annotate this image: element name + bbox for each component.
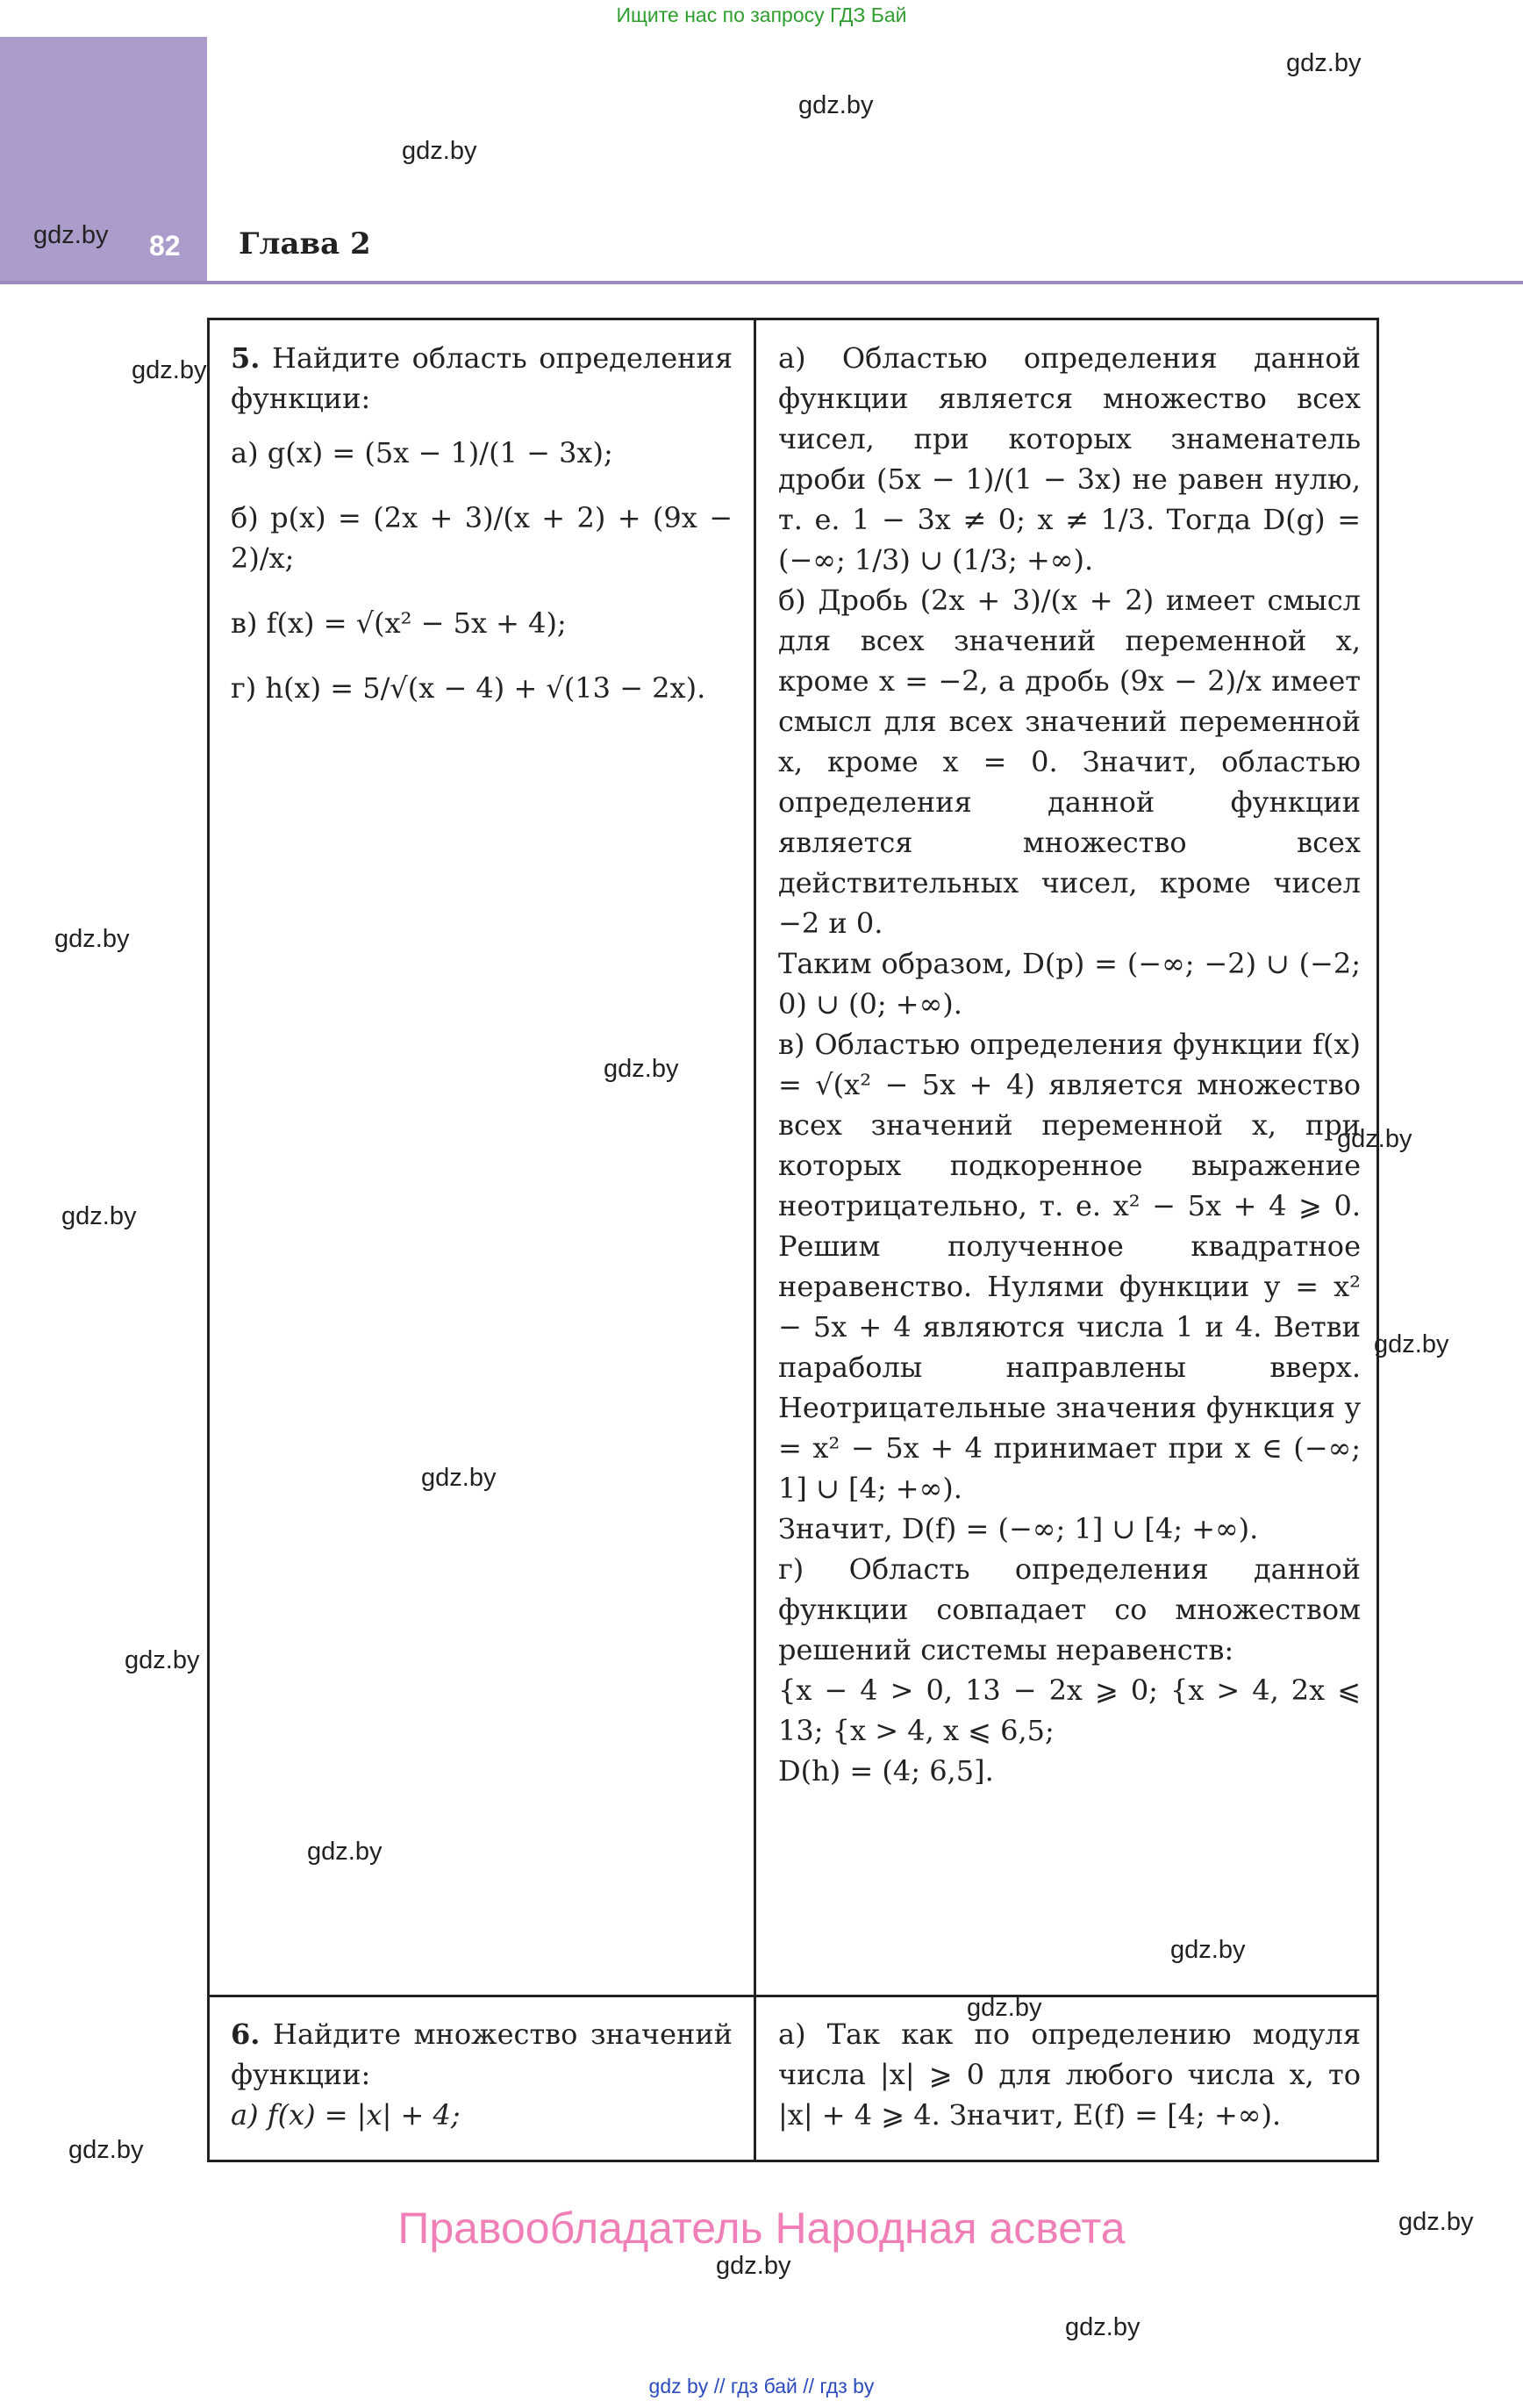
watermark: gdz.by [716, 2252, 791, 2280]
task5-answer [778, 338, 1361, 1791]
footer-links[interactable]: gdz by // гдз бай // гдз by [648, 2375, 875, 2397]
watermark: gdz.by [1374, 1330, 1449, 1358]
answer-part-c-result: Значит, D(f) = (−∞; 1] ∪ [4; +∞). [778, 1512, 1259, 1545]
page-number: 82 [149, 230, 181, 262]
task5-item-d: г) h(x) = 5/√(x − 4) + √(13 − 2x). [231, 671, 706, 705]
watermark: gdz.by [1065, 2313, 1140, 2341]
watermark: gdz.by [68, 2136, 144, 2164]
task5-item-c: в) f(x) = √(x² − 5x + 4); [231, 606, 567, 640]
watermark: gdz.by [798, 91, 874, 119]
column-divider [754, 320, 756, 2160]
answer-part-c: в) Областью определения функции f(x) = √(x² − 5x + 4) является множество всех значений переменной x, при которых подкоренное выражение неотрицательно, т. е. x² − 5x + 4 ⩾ 0. Решим полученное квадратное неравенство. Нулями функции y = x² − 5x + 4 являются числа 1 и 4. Ветви параболы направлены вверх. Неотрицательные значения функция y = x² − 5x + 4 принимает при x ∈ (−∞; 1] ∪ [4; +∞). [778, 1028, 1361, 1505]
watermark: gdz.by [307, 1838, 383, 1866]
task6-number: 6. [231, 2017, 261, 2051]
top-banner[interactable]: Ищите нас по запросу ГДЗ Бай [616, 4, 907, 26]
watermark: gdz.by [125, 1646, 200, 1674]
watermark: gdz.by [1337, 1125, 1412, 1153]
task5-question [231, 338, 733, 733]
header-rule [0, 281, 1523, 284]
watermark: gdz.by [1398, 2208, 1474, 2236]
answer-part-a: а) Областью определения данной функции является множество всех чисел, при которых знаменатель дроби (5x − 1)/(1 − 3x) не равен нулю, т. е. 1 − 3x ≠ 0; x ≠ 1/3. Тогда D(g) = (−∞; 1/3) ∪ (1/3; +∞). [778, 341, 1361, 577]
watermark: gdz.by [1286, 49, 1362, 77]
task5-item-b: б) p(x) = (2x + 3)/(x + 2) + (9x − 2)/x; [231, 501, 733, 575]
watermark: gdz.by [33, 221, 109, 249]
task5-item-a: а) g(x) = (5x − 1)/(1 − 3x); [231, 436, 613, 469]
watermark: gdz.by [421, 1464, 497, 1492]
solution-table [207, 318, 1379, 2162]
task6-item-a: а) f(x) = |x| + 4; [231, 2098, 461, 2132]
chapter-title: Глава 2 [239, 226, 371, 262]
task6-answer [778, 2014, 1361, 2135]
answer-part-d: г) Область определения данной функции совпадает со множеством решений системы неравенств: [778, 1552, 1361, 1666]
task6-answer-text: а) Так как по определению модуля числа |x| ⩾ 0 для любого числа x, то |x| + 4 ⩾ 4. Значит, E(f) = [4; +∞). [778, 2017, 1361, 2132]
task5-prompt: Найдите область определения функции: [231, 341, 733, 415]
answer-part-d-system: {x − 4 > 0, 13 − 2x ⩾ 0; {x > 4, 2x ⩽ 13; {x > 4, x ⩽ 6,5; [778, 1673, 1361, 1747]
answer-part-b-result: Таким образом, D(p) = (−∞; −2) ∪ (−2; 0) ∪ (0; +∞). [778, 947, 1361, 1021]
watermark: gdz.by [61, 1202, 137, 1230]
row-divider [210, 1995, 1376, 1997]
watermark: gdz.by [604, 1055, 679, 1083]
copyright-notice: Правообладатель Народная асвета [397, 2204, 1126, 2253]
answer-part-b: б) Дробь (2x + 3)/(x + 2) имеет смысл для всех значений переменной x, кроме x = −2, а дробь (9x − 2)/x имеет смысл для всех значений переменной x, кроме x = 0. Значит, областью определения данной функции является множество всех действительных чисел, кроме чисел −2 и 0. [778, 584, 1361, 940]
watermark: gdz.by [132, 356, 207, 384]
watermark: gdz.by [967, 1994, 1042, 2022]
watermark: gdz.by [1170, 1936, 1246, 1964]
watermark: gdz.by [54, 925, 130, 953]
task6-prompt: Найдите множество значений функции: [231, 2017, 733, 2091]
task5-number: 5. [231, 341, 261, 375]
task6-question [231, 2014, 733, 2135]
watermark: gdz.by [402, 137, 477, 165]
answer-part-d-result: D(h) = (4; 6,5]. [778, 1754, 994, 1788]
